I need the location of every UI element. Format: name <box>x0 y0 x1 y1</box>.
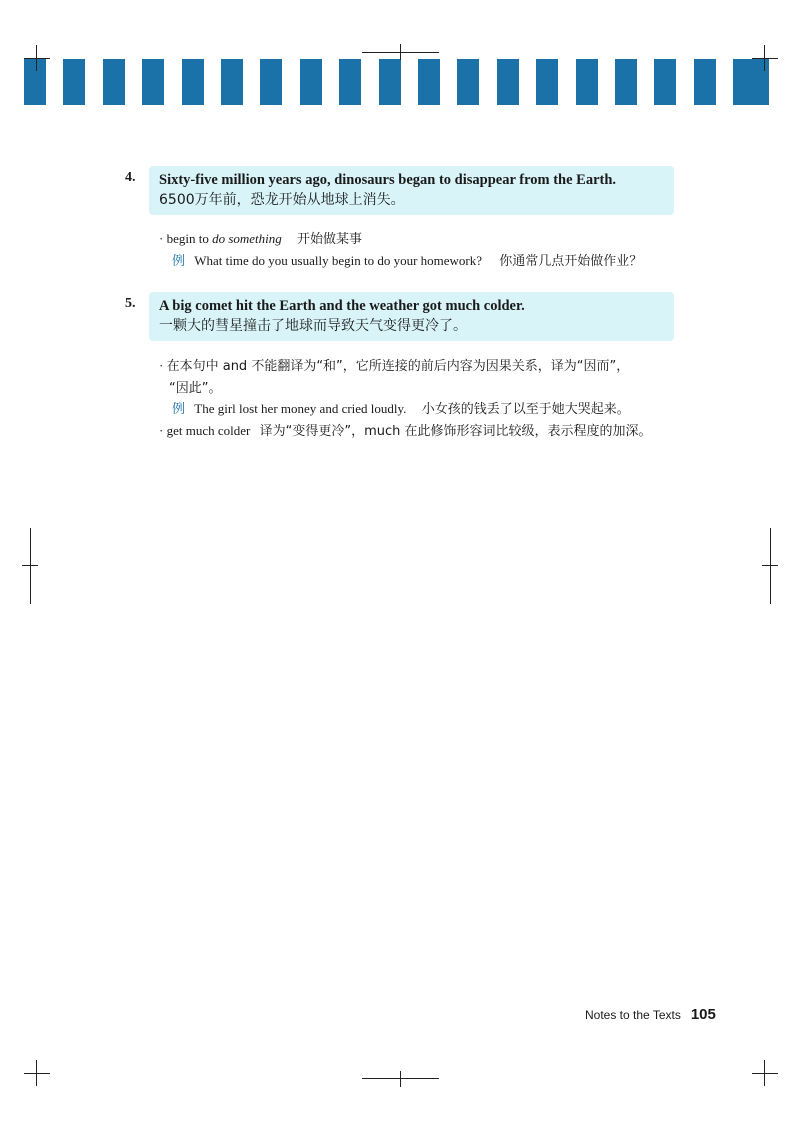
phrase-meaning: 译为“变得更冷”，much 在此修饰形容词比较级，表示程度的加深。 <box>259 424 652 439</box>
example-en: What time do you usually begin to do your homework? <box>194 253 483 268</box>
header-stripe <box>221 59 243 105</box>
header-stripe <box>182 59 204 105</box>
key-sentence-en: A big comet hit the Earth and the weather got much colder. <box>159 298 525 314</box>
page-number: 105 <box>690 1006 716 1023</box>
note-number: 4. <box>125 170 136 185</box>
header-stripe <box>103 59 125 105</box>
example-tag: 例 <box>172 402 186 417</box>
bullet: · <box>159 423 164 438</box>
bullet: · <box>159 358 164 373</box>
header-stripe <box>418 59 440 105</box>
bullet: · <box>159 231 164 246</box>
page-footer <box>585 1006 716 1024</box>
point-text: “因此”。 <box>169 381 222 396</box>
usage-point <box>159 356 629 377</box>
key-sentence-zh: 6500万年前，恐龙开始从地球上消失。 <box>159 192 405 208</box>
header-stripe <box>497 59 519 105</box>
header-stripe <box>379 59 401 105</box>
example-cn: 你通常几点开始做作业？ <box>499 254 643 269</box>
header-stripe <box>694 59 716 105</box>
point-text: 在本句中 and 不能翻译为“和”，它所连接的前后内容为因果关系，译为“因而”， <box>166 359 630 374</box>
key-sentence-box <box>149 166 674 215</box>
header-stripe <box>339 59 361 105</box>
phrase-meaning: 开始做某事 <box>297 232 363 247</box>
key-sentence-en: Sixty-five million years ago, dinosaurs began to disappear from the Earth. <box>159 172 617 188</box>
header-stripe <box>63 59 85 105</box>
example-en: The girl lost her money and cried loudly. <box>194 401 407 416</box>
header-stripe <box>615 59 637 105</box>
footer-section-title: Notes to the Texts <box>585 1008 681 1022</box>
header-stripe <box>457 59 479 105</box>
header-stripe <box>24 59 46 105</box>
phrase-italic: do something <box>212 231 282 246</box>
phrase: get much colder <box>166 423 251 438</box>
header-stripe-bar <box>24 59 766 105</box>
example-line <box>172 399 630 420</box>
header-stripe <box>536 59 558 105</box>
key-sentence-zh: 一颗大的彗星撞击了地球而导致天气变得更冷了。 <box>159 318 467 334</box>
example-line <box>172 251 642 272</box>
header-stripe <box>300 59 322 105</box>
usage-point <box>159 421 652 442</box>
note-5 <box>125 292 685 452</box>
phrase: begin to <box>166 231 213 246</box>
usage-point <box>159 229 362 250</box>
header-stripe <box>576 59 598 105</box>
header-stripe <box>654 59 676 105</box>
header-stripe <box>142 59 164 105</box>
key-sentence-box <box>149 292 674 341</box>
header-stripe <box>260 59 282 105</box>
note-number: 5. <box>125 296 136 311</box>
note-4 <box>125 166 685 286</box>
usage-point-continued <box>169 378 221 399</box>
example-cn: 小女孩的钱丢了以至于她大哭起来。 <box>421 402 630 417</box>
example-tag: 例 <box>172 254 186 269</box>
